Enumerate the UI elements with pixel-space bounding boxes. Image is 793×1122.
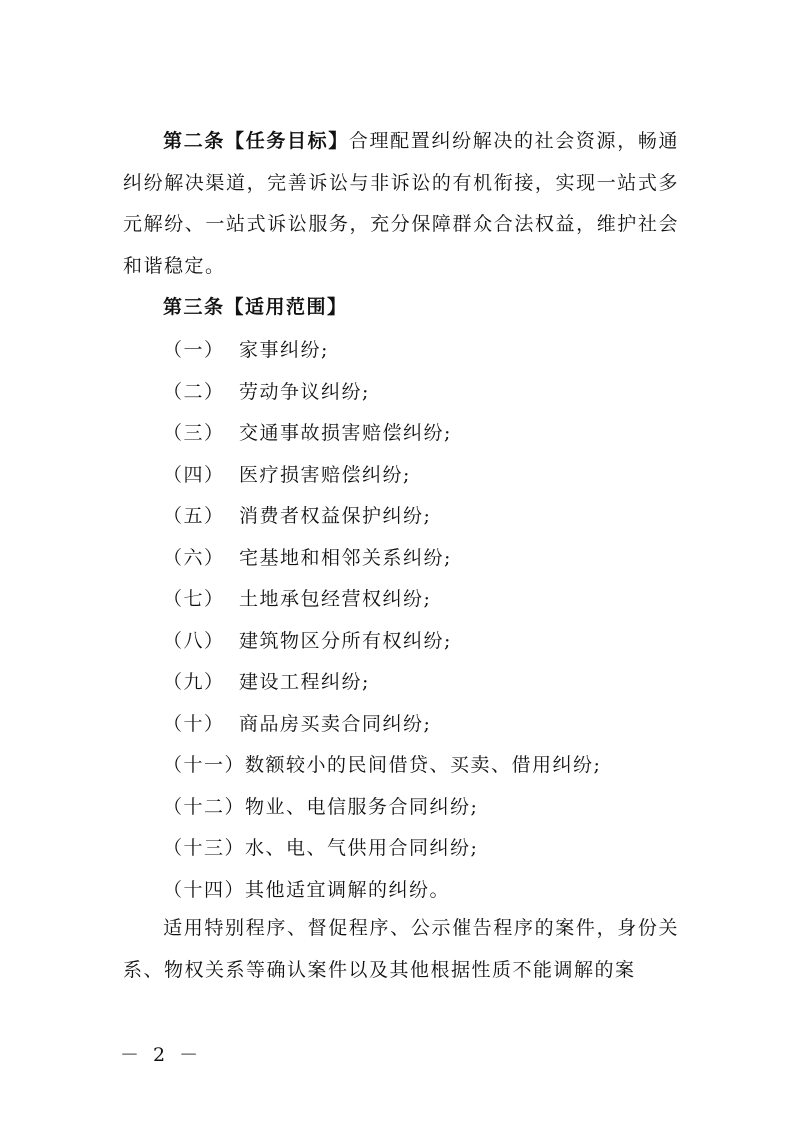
article-2-heading: 第二条【任务目标】	[163, 130, 349, 152]
item-number: （十二）	[163, 795, 246, 818]
list-item	[163, 538, 601, 580]
item-text: 土地承包经营权纠纷;	[239, 588, 432, 610]
item-number: （四）	[163, 463, 225, 486]
item-text: 其他适宜调解的纠纷。	[245, 878, 451, 901]
item-number: （十一）	[163, 754, 246, 776]
item-number: （九）	[163, 671, 225, 693]
item-text: 劳动争议纠纷;	[239, 380, 370, 403]
list-item	[163, 662, 601, 704]
list-item	[163, 413, 601, 455]
page-number: － 2 －	[120, 1044, 203, 1066]
item-text: 商品房买卖合同纠纷;	[239, 712, 432, 735]
list-item	[163, 372, 601, 414]
list-item	[163, 455, 601, 497]
scope-exclusion-paragraph	[123, 908, 679, 991]
item-text: 建筑物区分所有权纠纷;	[239, 629, 452, 652]
item-number: （十四）	[163, 878, 246, 901]
list-item	[163, 828, 601, 870]
article-2-text: 合理配置纠纷解决的社会资源，畅通纠纷解决渠道，完善诉讼与非诉讼的有机衔接，实现一站式多元解纷、一站式诉讼服务，充分保障群众合法权益，维护社会和谐稳定。	[123, 130, 679, 277]
article-2-paragraph	[123, 121, 679, 287]
scope-exclusion-text: 适用特别程序、督促程序、公示催告程序的案件，身份关系、物权关系等确认案件以及其他根据性质不能调解的案	[123, 917, 679, 981]
item-number: （十三）	[163, 837, 246, 859]
item-text: 家事纠纷;	[239, 339, 329, 361]
article-3-heading: 第三条【适用范围】	[163, 296, 348, 318]
list-item	[163, 787, 601, 829]
list-item	[163, 496, 601, 538]
list-item	[163, 870, 601, 912]
item-text: 水、电、气供用合同纠纷;	[245, 837, 479, 859]
item-number: （十）	[163, 712, 225, 735]
item-text: 宅基地和相邻关系纠纷;	[239, 546, 452, 569]
item-text: 建设工程纠纷;	[239, 671, 370, 693]
item-text: 消费者权益保护纠纷;	[239, 505, 432, 527]
item-number: （八）	[163, 629, 225, 652]
list-item	[163, 330, 601, 372]
item-number: （三）	[163, 422, 225, 444]
list-item	[163, 579, 601, 621]
item-number: （一）	[163, 339, 225, 361]
item-number: （七）	[163, 588, 225, 610]
list-item	[163, 745, 601, 787]
item-number: （五）	[163, 505, 225, 527]
item-text: 数额较小的民间借贷、买卖、借用纠纷;	[245, 754, 602, 776]
item-number: （六）	[163, 546, 225, 569]
item-number: （二）	[163, 380, 225, 403]
item-text: 交通事故损害赔偿纠纷;	[239, 422, 452, 444]
scope-item-list	[163, 330, 601, 911]
item-text: 物业、电信服务合同纠纷;	[245, 795, 479, 818]
item-text: 医疗损害赔偿纠纷;	[239, 463, 411, 486]
list-item	[163, 704, 601, 746]
list-item	[163, 621, 601, 663]
